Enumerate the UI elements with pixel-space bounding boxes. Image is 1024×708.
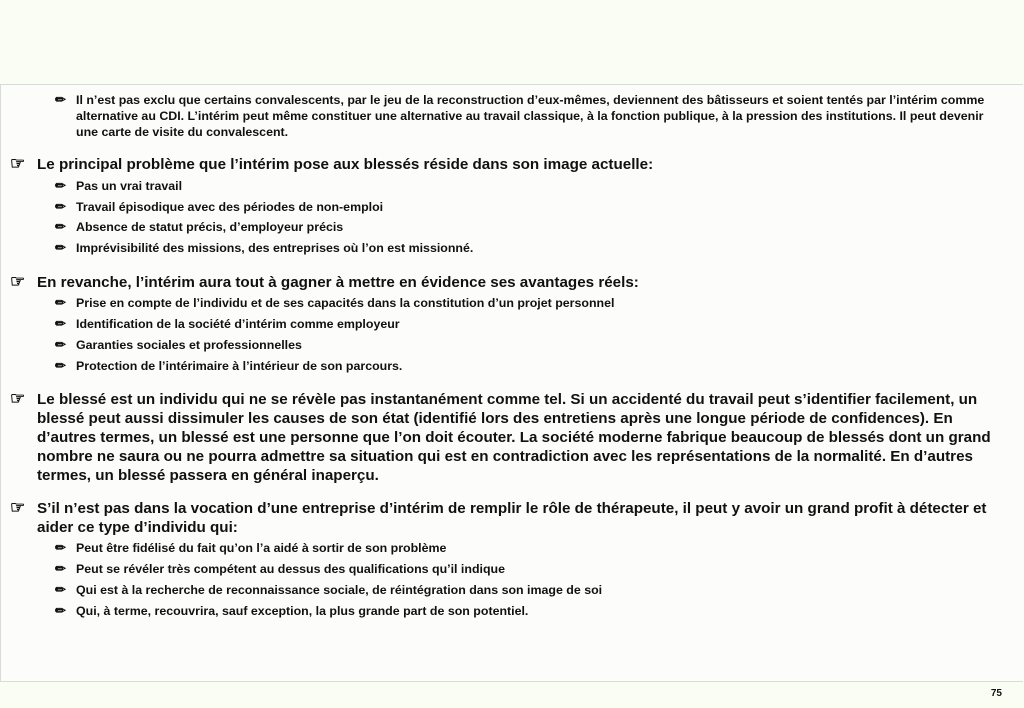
section-heading-4 (10, 499, 1010, 537)
pen-bullet-icon: ✏ (55, 316, 66, 331)
list-item (55, 603, 1005, 619)
section-paragraph-3 (10, 390, 1010, 485)
pen-bullet-icon: ✏ (55, 240, 66, 255)
pen-bullet-icon: ✏ (55, 603, 66, 618)
pen-bullet-icon: ✏ (55, 219, 66, 234)
page-number: 75 (990, 688, 1002, 699)
bullet-text: Protection de l’intérimaire à l’intérieur de son parcours. (76, 359, 403, 373)
bullet-text: Identification de la société d’intérim comme employeur (76, 317, 400, 331)
pen-bullet-icon: ✏ (55, 358, 66, 373)
pen-bullet-icon: ✏ (55, 540, 66, 555)
bullet-text: Peut être fidélisé du fait qu’on l’a aidé à sortir de son problème (76, 541, 447, 555)
bullet-text: Imprévisibilité des missions, des entreprises où l’on est missionné. (76, 241, 474, 255)
heading-text: Le principal problème que l’intérim pose aux blessés réside dans son image actuelle: (37, 156, 654, 173)
heading-text: S’il n’est pas dans la vocation d’une entreprise d’intérim de remplir le rôle de thérapeute, il peut y avoir un grand profit à détecter et aider ce type d’individu qui: (37, 500, 987, 536)
section-heading-1 (10, 155, 1010, 174)
pen-bullet-icon: ✏ (55, 337, 66, 352)
list-item (55, 582, 1005, 598)
bottom-margin (0, 682, 1024, 708)
paragraph-text: Le blessé est un individu qui ne se révèle pas instantanément comme tel. Si un accidenté du travail peut s’identifier facilement, un blessé peut aussi dissimuler les causes de son état (identifié lors des entretiens après une longue période de confidences). En d’autres termes, un blessé est une personne que l’on doit écouter. La société moderne fabrique beaucoup de blessés dont un grand nombre ne saura ou ne pourra admettre sa situation qui est en contradiction avec les représentations de la normalité. En d’autres termes, un blessé passera en général inaperçu. (37, 391, 991, 484)
pen-bullet-icon: ✏ (55, 92, 66, 107)
list-item (55, 316, 1005, 332)
bullet-text: Qui est à la recherche de reconnaissance sociale, de réintégration dans son image de soi (76, 583, 603, 597)
list-item (55, 240, 1005, 256)
section-heading-2 (10, 273, 1010, 292)
pointing-hand-icon: ☞ (10, 272, 26, 291)
pointing-hand-icon: ☞ (10, 498, 26, 517)
bullet-text: Prise en compte de l’individu et de ses capacités dans la constitution d’un projet personnel (76, 296, 615, 310)
bullet-text: Qui, à terme, recouvrira, sauf exception, la plus grande part de son potentiel. (76, 604, 529, 618)
list-item (55, 561, 1005, 577)
list-item (55, 540, 1005, 556)
pen-bullet-icon: ✏ (55, 582, 66, 597)
intro-bullet (55, 92, 1005, 140)
bullet-text: Pas un vrai travail (76, 179, 183, 193)
list-item (55, 358, 1005, 374)
bullet-text: Absence de statut précis, d’employeur précis (76, 220, 344, 234)
pen-bullet-icon: ✏ (55, 295, 66, 310)
list-item (55, 337, 1005, 353)
bullet-text: Travail épisodique avec des périodes de non-emploi (76, 200, 384, 214)
list-item (55, 219, 1005, 235)
list-item (55, 199, 1005, 215)
pen-bullet-icon: ✏ (55, 199, 66, 214)
pen-bullet-icon: ✏ (55, 178, 66, 193)
list-item (55, 178, 1005, 194)
pointing-hand-icon: ☞ (10, 389, 26, 408)
top-margin (0, 0, 1024, 84)
pointing-hand-icon: ☞ (10, 154, 26, 173)
pen-bullet-icon: ✏ (55, 561, 66, 576)
bullet-text: Peut se révéler très compétent au dessus des qualifications qu’il indique (76, 562, 505, 576)
bullet-text: Il n’est pas exclu que certains convalescents, par le jeu de la reconstruction d’eux-mêmes, deviennent des bâtisseurs et soient tentés par l’intérim comme alternative au CDI. L’intérim peut même constituer une alternative au travail classique, à la fonction publique, à la pression des institutions. Il peut devenir une carte de visite du convalescent. (76, 93, 985, 139)
heading-text: En revanche, l’intérim aura tout à gagner à mettre en évidence ses avantages réels: (37, 274, 639, 291)
list-item (55, 295, 1005, 311)
bullet-text: Garanties sociales et professionnelles (76, 338, 302, 352)
slide-page (0, 84, 1023, 682)
